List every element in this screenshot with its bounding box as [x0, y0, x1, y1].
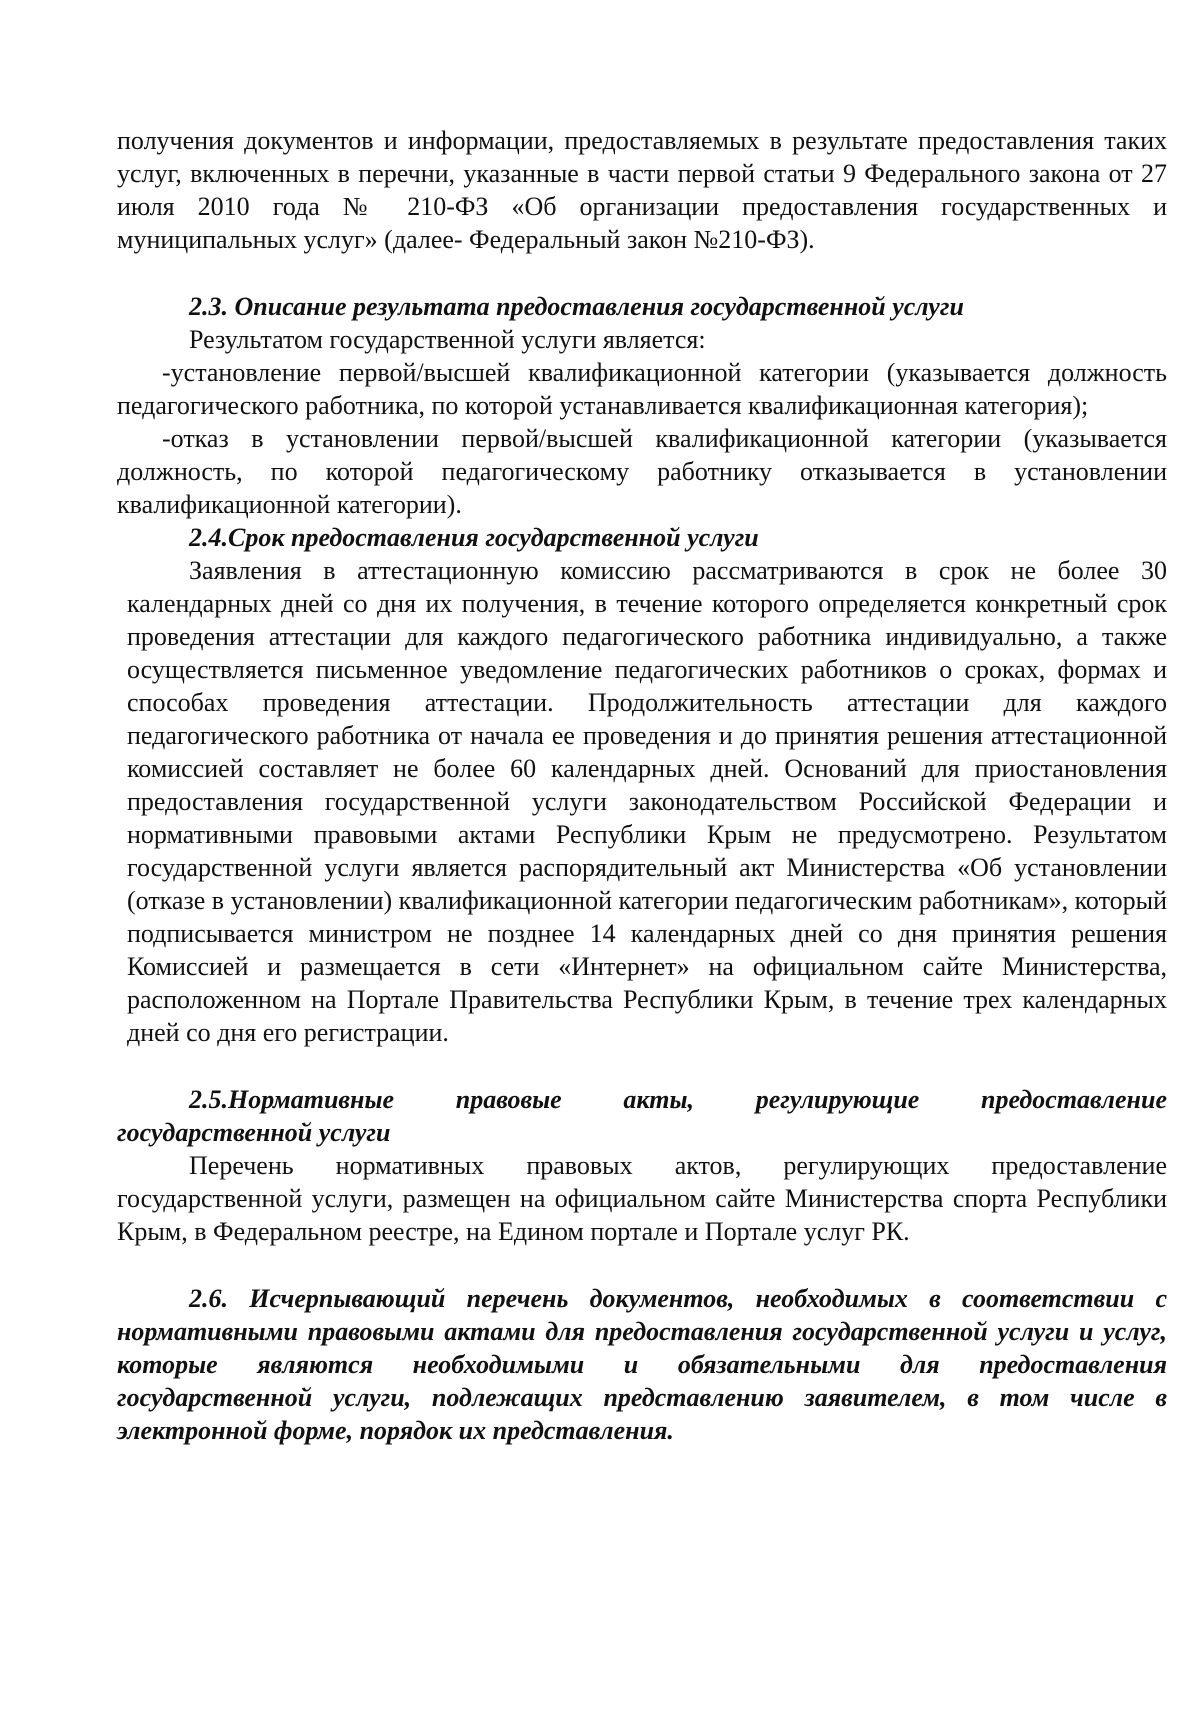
- section-2-5-heading-word: регулирующие: [755, 1085, 920, 1114]
- document-page: [117, 124, 1167, 1447]
- section-2-5-heading-word: 2.5.Нормативные: [189, 1085, 395, 1114]
- intro-paragraph: получения документов и информации, предоставляемых в результате предоставления таких услуг, включенных в перечни, указанные в части первой статьи 9 Федерального закона от 27 июля 2010 года № 210-ФЗ «Об организации предоставления государственных и муниципальных услуг» (далее- Федеральный закон №210-ФЗ).: [117, 126, 1167, 254]
- section-2-5-body: Перечень нормативных правовых актов, регулирующих предоставление государственной услуги, размещен на официальном сайте Министерства спорта Республики Крым, в Федеральном реестре, на Едином портале и Портале услуг РК.: [117, 1151, 1167, 1246]
- section-2-3-heading: 2.3. Описание результата предоставления государственной услуги: [189, 292, 964, 321]
- section-2-3-lead: Результатом государственной услуги является:: [189, 325, 706, 354]
- section-2-4-body: Заявления в аттестационную комиссию рассматриваются в срок не более 30 календарных дней со дня их получения, в течение которого определяется конкретный срок проведения аттестации для каждого педагогического работника индивидуально, а также осуществляется письменное уведомление педагогических работников о сроках, формах и способах проведения аттестации. Продолжительность аттестации для каждого педагогического работника от начала ее проведения и до принятия решения аттестационной комиссией составляет не более 60 календарных дней. Оснований для приостановления предоставления государственной услуги законодательством Российской Федерации и нормативными правовыми актами Республики Крым не предусмотрено. Результатом государственной услуги является распорядительный акт Министерства «Об установлении (отказе в установлении) квалификационной категории педагогическим работникам», который подписывается министром не позднее 14 календарных дней со дня принятия решения Комиссией и размещается в сети «Интернет» на официальном сайте Министерства, расположенном на Портале Правительства Республики Крым, в течение трех календарных дней со дня его регистрации.: [127, 556, 1167, 1047]
- section-2-3-item-1: -установление первой/высшей квалификационной категории (указывается должность педагогического работника, по которой устанавливается квалификационная категория);: [117, 358, 1167, 420]
- section-2-5-heading-word: правовые: [455, 1085, 562, 1114]
- section-2-5-heading: [117, 1083, 1167, 1116]
- section-2-6-heading: 2.6. Исчерпывающий перечень документов, необходимых в соответствии с нормативными правовыми актами для предоставления государственной услуги и услуг, которые являются необходимыми и обязательными для предоставления государственной услуги, подлежащих представлению заявителем, в том числе в электронной форме, порядок их представления.: [117, 1284, 1167, 1445]
- section-2-5-heading-tail: государственной услуги: [117, 1118, 391, 1147]
- section-2-5-heading-word: акты,: [623, 1085, 695, 1114]
- section-2-4-heading: 2.4.Срок предоставления государственной услуги: [189, 523, 759, 552]
- section-2-3-item-2: -отказ в установлении первой/высшей квалификационной категории (указывается должность, по которой педагогическому работнику отказывается в установлении квалификационной категории).: [117, 424, 1167, 519]
- section-2-5-heading-word: предоставление: [981, 1085, 1167, 1114]
